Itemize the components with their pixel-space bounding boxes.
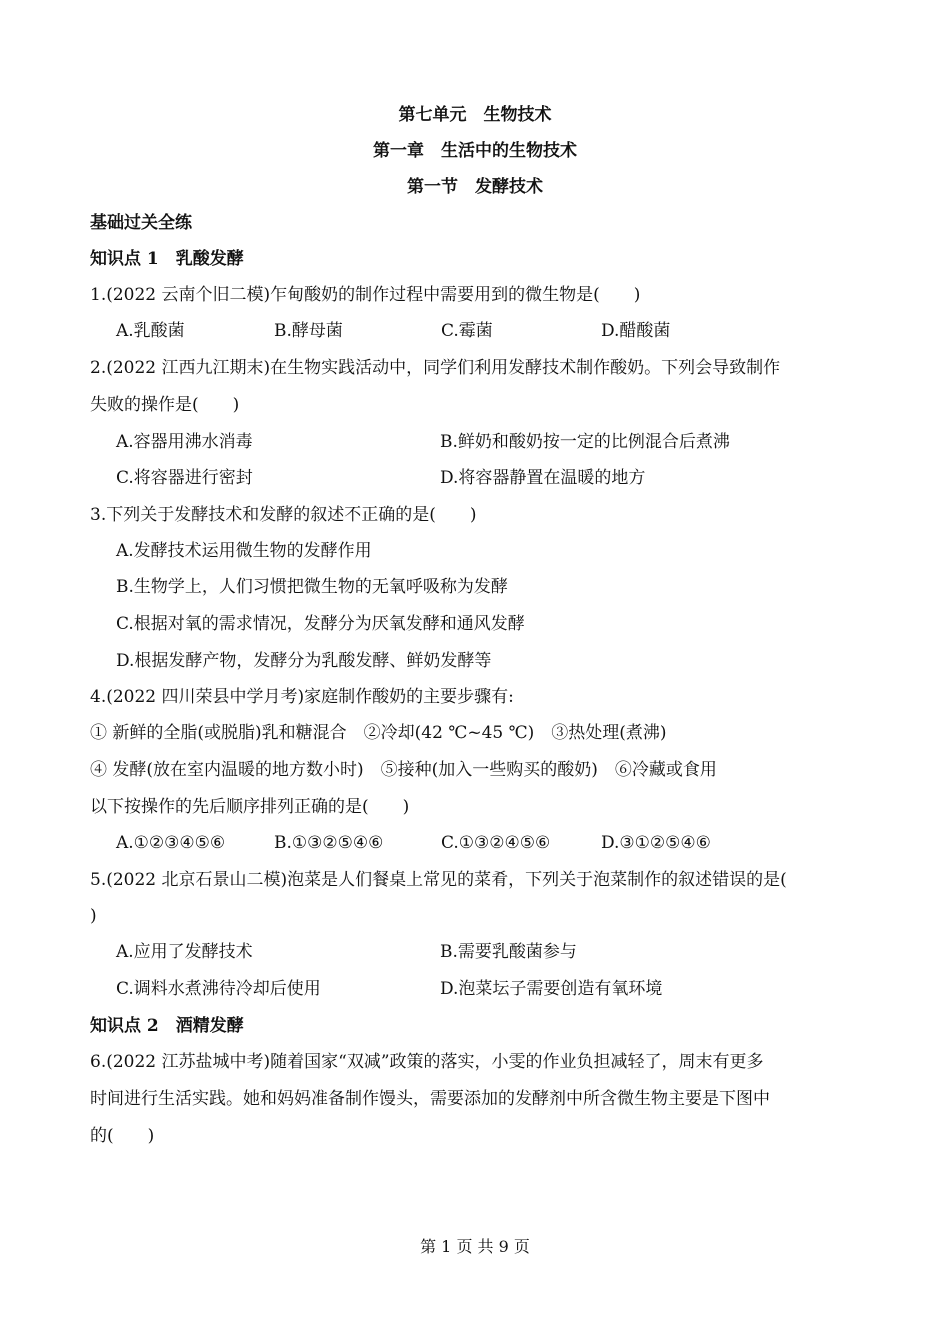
question-5-option-d: D.泡菜坛子需要创造有氧环境 [440,979,663,999]
question-1-option-a: A.乳酸菌 [116,321,185,341]
question-2-option-c: C.将容器进行密封 [116,468,253,488]
question-3-option-b: B.生物学上，人们习惯把微生物的无氧呼吸称为发酵 [116,577,508,597]
knowledge-point-1: 知识点 1 乳酸发酵 [90,249,244,269]
question-1-stem: 1.(2022 云南个旧二模)乍甸酸奶的制作过程中需要用到的微生物是( ) [90,285,641,305]
question-4-option-d: D.③①②⑤④⑥ [601,833,711,853]
question-4-steps-line1: ① 新鲜的全脂(或脱脂)乳和糖混合 ②冷却(42 ℃~45 ℃) ③热处理(煮沸) [90,723,667,743]
question-2-option-a: A.容器用沸水消毒 [116,432,253,452]
question-5-option-a: A.应用了发酵技术 [116,942,253,962]
unit-title: 第七单元 生物技术 [398,105,552,125]
question-4-steps-line2: ④ 发酵(放在室内温暖的地方数小时) ⑤接种(加入一些购买的酸奶) ⑥冷藏或食用 [90,760,717,780]
question-4-option-b: B.①③②⑤④⑥ [274,833,384,853]
knowledge-point-2: 知识点 2 酒精发酵 [90,1016,244,1036]
question-6-stem-line2: 时间进行生活实践。她和妈妈准备制作馒头，需要添加的发酵剂中所含微生物主要是下图中 [90,1089,770,1109]
question-3-stem: 3.下列关于发酵技术和发酵的叙述不正确的是( ) [90,505,477,525]
question-2-stem-line1: 2.(2022 江西九江期末)在生物实践活动中，同学们利用发酵技术制作酸奶。下列会导致制作 [90,358,781,378]
question-1-option-d: D.醋酸菌 [601,321,671,341]
question-3-option-c: C.根据对氧的需求情况，发酵分为厌氧发酵和通风发酵 [116,614,525,634]
question-1-option-c: C.霉菌 [441,321,493,341]
question-5-option-c: C.调料水煮沸待冷却后使用 [116,979,321,999]
section-title: 第一节 发酵技术 [407,177,543,197]
question-4-option-a: A.①②③④⑤⑥ [116,833,226,853]
page-footer: 第 1 页 共 9 页 [420,1237,530,1256]
question-4-option-c: C.①③②④⑤⑥ [441,833,551,853]
question-6-stem-line1: 6.(2022 江苏盐城中考)随着国家“双减”政策的落实，小雯的作业负担减轻了，周末有更多 [90,1052,764,1072]
practice-title: 基础过关全练 [90,213,192,233]
chapter-title: 第一章 生活中的生物技术 [373,141,577,161]
question-2-option-b: B.鲜奶和酸奶按一定的比例混合后煮沸 [440,432,730,452]
question-5-stem-line1: 5.(2022 北京石景山二模)泡菜是人们餐桌上常见的菜肴，下列关于泡菜制作的叙述错误的是( [90,870,787,890]
question-5-option-b: B.需要乳酸菌参与 [440,942,577,962]
question-2-stem-line2: 失败的操作是( ) [90,395,240,415]
question-3-option-a: A.发酵技术运用微生物的发酵作用 [116,541,372,561]
question-1-option-b: B.酵母菌 [274,321,343,341]
question-6-stem-line3: 的( ) [90,1126,155,1146]
question-2-option-d: D.将容器静置在温暖的地方 [440,468,646,488]
question-4-stem: 4.(2022 四川荣县中学月考)家庭制作酸奶的主要步骤有: [90,687,514,707]
question-3-option-d: D.根据发酵产物，发酵分为乳酸发酵、鲜奶发酵等 [116,651,492,671]
question-4-question: 以下按操作的先后顺序排列正确的是( ) [90,797,410,817]
question-5-stem-line2: ) [90,906,97,926]
